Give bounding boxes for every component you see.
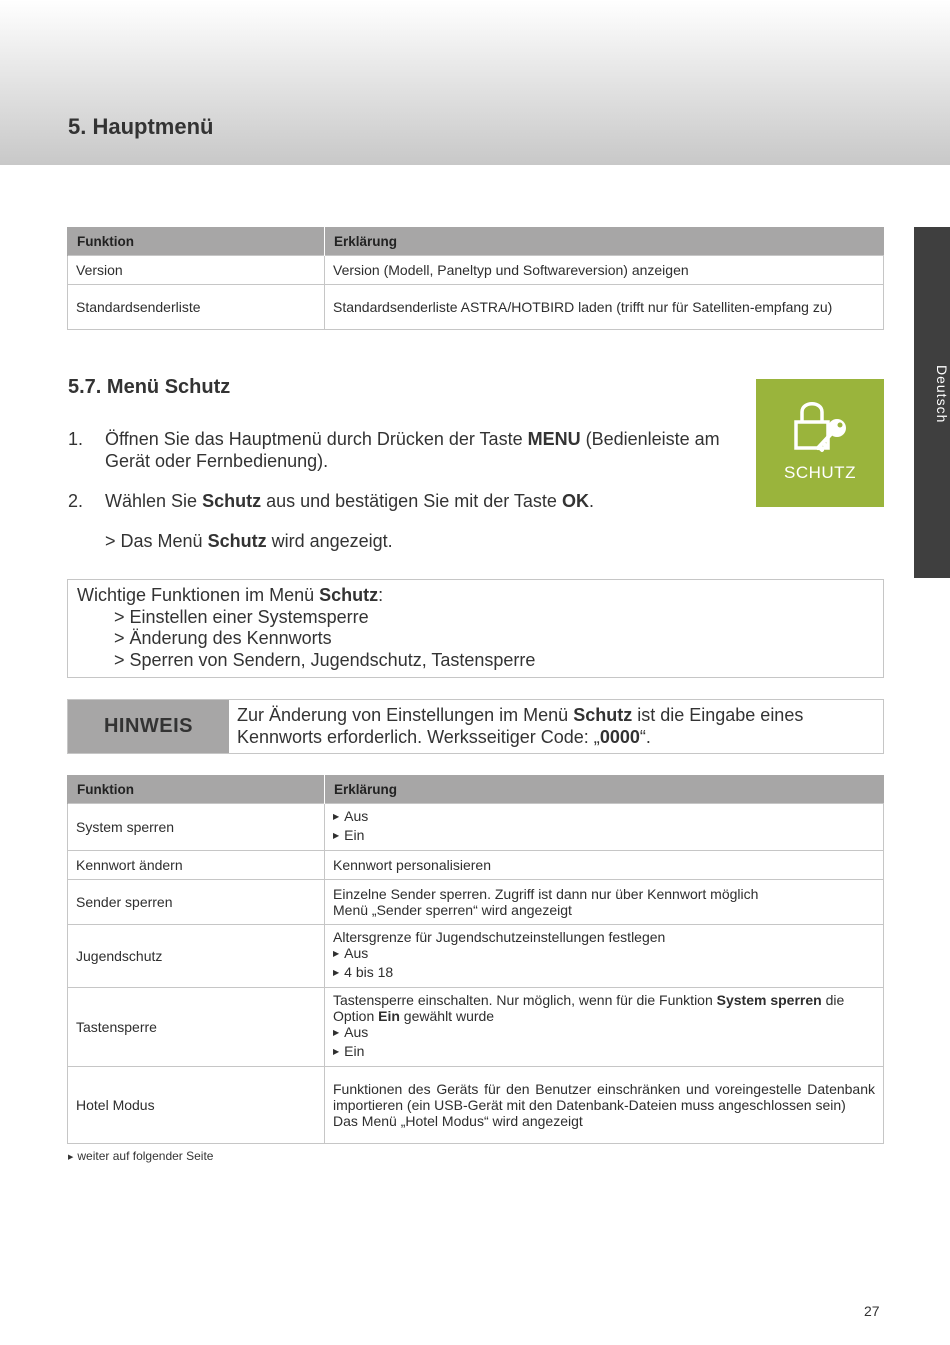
table-row [68, 285, 884, 330]
explanation-cell: Einzelne Sender sperren. Zugriff ist dann nur über Kennwort möglich Menü „Sender sperren“ wird angezeigt [325, 880, 884, 925]
table-row [68, 256, 884, 285]
list-item: > Einstellen einer Systemsperre [114, 606, 369, 627]
explanation-cell: Altersgrenze für Jugendschutzeinstellungen festlegen ▶ Aus ▶ 4 bis 18 [325, 925, 884, 988]
explanation-cell: Version (Modell, Paneltyp und Softwareversion) anzeigen [325, 256, 884, 285]
option-item: ▶ Aus [333, 1024, 875, 1043]
table-header-row [68, 775, 884, 804]
function-cell: Hotel Modus [68, 1067, 325, 1144]
lock-key-icon [756, 379, 884, 507]
info-table [67, 227, 884, 330]
column-header-explanation: Erklärung [325, 227, 884, 256]
step-1 [68, 428, 728, 472]
explanation-cell: Standardsenderliste ASTRA/HOTBIRD laden (trifft nur für Satelliten-empfang zu) [325, 285, 884, 330]
table-header-row [68, 227, 884, 256]
infobox-intro: Wichtige Funktionen im Menü Schutz: [77, 585, 384, 605]
function-cell: System sperren [68, 804, 325, 851]
page-header [0, 0, 950, 165]
chapter-title: 5. Hauptmenü [68, 114, 214, 139]
function-cell: Version [68, 256, 325, 285]
step-2 [68, 490, 728, 512]
table-row [68, 804, 884, 851]
important-functions-box [67, 579, 884, 678]
column-header-function: Funktion [68, 775, 325, 804]
function-cell: Tastensperre [68, 988, 325, 1067]
explanation-cell: Tastensperre einschalten. Nur möglich, wenn für die Funktion System sperren die Option Ein gewählt wurde ▶ Aus ▶ Ein [325, 988, 884, 1067]
list-item: > Sperren von Sendern, Jugendschutz, Tastensperre [114, 649, 536, 670]
function-cell: Sender sperren [68, 880, 325, 925]
step-text: Wählen Sie Schutz aus und bestätigen Sie mit der Taste OK. [105, 491, 594, 511]
note-text: Zur Änderung von Einstellungen im Menü Schutz ist die Eingabe eines Kennworts erforderlich. Werksseitiger Code: „0000“. [237, 705, 804, 747]
option-item: ▶ Aus [333, 808, 875, 827]
option-item: ▶ Aus [333, 945, 875, 964]
schutz-function-table [67, 775, 884, 1144]
explanation-cell: Kennwort personalisieren [325, 851, 884, 880]
step-result: > Das Menü Schutz wird angezeigt. [105, 531, 393, 551]
option-item: ▶ Ein [333, 1043, 875, 1062]
explanation-cell [325, 804, 884, 851]
explanation-cell: Funktionen des Geräts für den Benutzer einschränken und voreingestelle Datenbank importieren (ein USB-Gerät mit den Datenbank-Dateien muss angeschlossen sein) Das Menü „Hotel Modus“ wird angezeigt [325, 1067, 884, 1144]
table-row [68, 1067, 884, 1144]
schutz-menu-icon [756, 379, 884, 507]
note-label: HINWEIS [68, 700, 229, 753]
function-cell: Kennwort ändern [68, 851, 325, 880]
list-item: > Änderung des Kennworts [114, 628, 332, 648]
function-cell: Standardsenderliste [68, 285, 325, 330]
option-item: ▶ Ein [333, 827, 875, 846]
page-number: 27 [864, 1303, 880, 1319]
step-number: 1. [68, 429, 84, 449]
table-row [68, 880, 884, 925]
step-text: Öffnen Sie das Hauptmenü durch Drücken der Taste MENU (Bedienleiste am Gerät oder Fernbedienung). [105, 429, 720, 471]
section-title: 5.7. Menü Schutz [68, 376, 231, 398]
table-row [68, 988, 884, 1067]
table-row [68, 925, 884, 988]
note-box [67, 699, 884, 754]
continued-note: ▶ weiter auf folgender Seite [68, 1149, 213, 1163]
option-item: ▶ 4 bis 18 [333, 964, 875, 983]
step-number: 2. [68, 491, 84, 511]
language-tab-label: Deutsch [934, 365, 950, 424]
table-row [68, 851, 884, 880]
column-header-function: Funktion [68, 227, 325, 256]
schutz-icon-label: SCHUTZ [784, 463, 856, 482]
column-header-explanation: Erklärung [325, 775, 884, 804]
function-cell: Jugendschutz [68, 925, 325, 988]
